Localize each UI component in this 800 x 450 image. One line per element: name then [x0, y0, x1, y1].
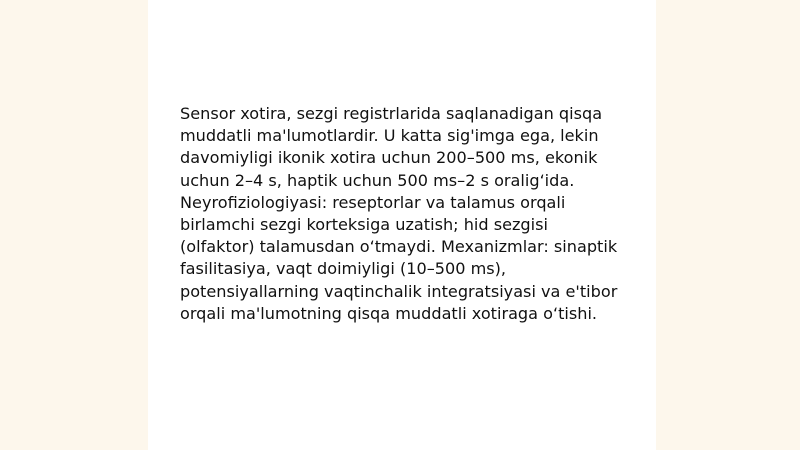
body-paragraph: Sensor xotira, sezgi registrlarida saqlanadigan qisqa muddatli ma'lumotlardir. U katta sig'imga ega, lekin davomiyligi ikonik xotira uchun 200–500 ms, ekonik uchun 2–4 s, haptik uchun 500 ms–2 s oralig‘ida. Neyrofiziologiyasi: reseptorlar va talamus orqali birlamchi sezgi korteksiga uzatish; hid sezgisi (olfaktor) talamusdan o‘tmaydi. Mexanizmlar: sinaptik fasilitasiya, vaqt doimiyligi (10–500 ms), potensiyallarning vaqtinchalik integratsiyasi va e'tibor orqali ma'lumotning qisqa muddatli xotiraga o‘tishi.	[180, 104, 618, 323]
document-page	[148, 0, 656, 450]
